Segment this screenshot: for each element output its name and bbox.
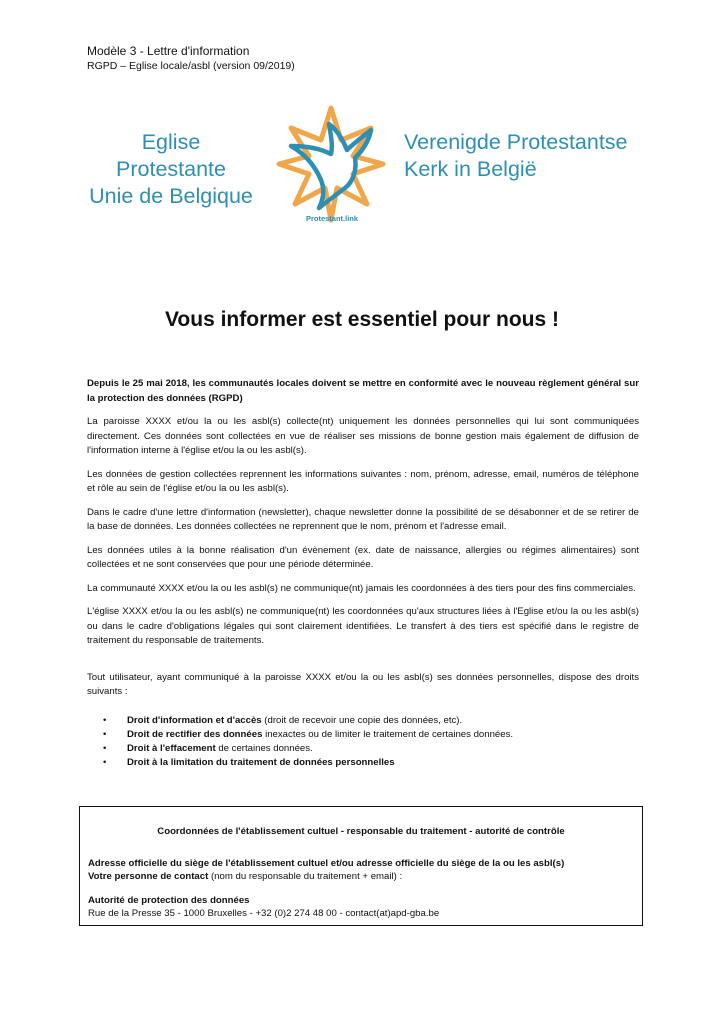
logo-text-dutch bbox=[404, 129, 644, 183]
bullet-icon: • bbox=[103, 728, 107, 740]
authority-title: Autorité de protection des données bbox=[88, 894, 250, 906]
dove-cross-logo-icon bbox=[271, 100, 391, 230]
paragraph-newsletter: Dans le cadre d'une lettre d'information (newsletter), chaque newsletter donne la possibilité de se désabonner et de se retirer de la base de données. Les données collectées ne reprennent que le nom, prénom et l'adresse email. bbox=[87, 506, 639, 532]
authority-address: Rue de la Presse 35 - 1000 Bruxelles - +32 (0)2 274 48 00 - contact(at)apd-gba.be bbox=[88, 908, 440, 919]
contact-box-title: Coordonnées de l'établissement cultuel - responsable du traitement - autorité de contrôle bbox=[157, 826, 565, 837]
logo-french-line1: Eglise Protestante bbox=[116, 130, 226, 181]
list-item bbox=[103, 714, 639, 728]
paragraph-rights-intro: Tout utilisateur, ayant communiqué à la paroisse XXXX et/ou la ou les asbl(s) ses données personnelles, dispose des droits suivants : bbox=[87, 671, 639, 697]
logo-text-french bbox=[84, 129, 258, 210]
right-title: Droit de rectifier des données bbox=[127, 728, 263, 740]
right-detail: (droit de recevoir une copie des données, etc). bbox=[261, 714, 463, 726]
document-body bbox=[87, 377, 639, 770]
bullet-icon: • bbox=[103, 714, 107, 726]
paragraph-data-types: Les données de gestion collectées reprennent les informations suivantes : nom, prénom, adresse, email, numéros de téléphone et rôle au sein de l'église et/ou la ou les asbl(s). bbox=[87, 468, 639, 494]
official-address-line: Adresse officielle du siège de l'établissement cultuel et/ou adresse officielle du siège de la ou les asbl(s) bbox=[88, 857, 565, 869]
bullet-icon: • bbox=[103, 742, 107, 754]
right-detail: de certaines données. bbox=[215, 742, 313, 754]
bullet-icon: • bbox=[103, 756, 107, 768]
intro-paragraph: Depuis le 25 mai 2018, les communautés locales doivent se mettre en conformité avec le nouveau règlement général sur la protection des données (RGPD) bbox=[87, 378, 639, 404]
page-title: Vous informer est essentiel pour nous ! bbox=[164, 308, 560, 331]
contact-person-line bbox=[88, 870, 634, 884]
logo-dutch-line1: Verenigde Protestantse bbox=[404, 130, 628, 154]
list-item bbox=[103, 756, 639, 770]
right-title: Droit à l'effacement bbox=[127, 742, 216, 754]
logo-dutch-line2: Kerk in België bbox=[404, 157, 537, 181]
right-title: Droit d'information et d'accès bbox=[127, 714, 262, 726]
paragraph-no-commercial: La communauté XXXX et/ou la ou les asbl(s) ne communique(nt) jamais les coordonnées à des tiers pour des fins commerciales. bbox=[87, 582, 636, 594]
header-version-label: RGPD – Eglise locale/asbl (version 09/2019) bbox=[87, 60, 295, 72]
right-title: Droit à la limitation du traitement de données personnelles bbox=[127, 756, 395, 768]
rights-list bbox=[87, 714, 639, 770]
logo-tagline: Protestant.link bbox=[305, 214, 359, 223]
right-detail: inexactes ou de limiter le traitement de certaines données. bbox=[262, 728, 514, 740]
list-item bbox=[103, 742, 639, 756]
spacer bbox=[88, 884, 634, 894]
logo-french-line2: Unie de Belgique bbox=[89, 184, 253, 208]
contact-box bbox=[79, 806, 643, 926]
paragraph-transfers: L'église XXXX et/ou la ou les asbl(s) ne communique(nt) les coordonnées qu'aux structures liées à l'Eglise et/ou la ou les asbl(s) ou dans le cadre d'obligations légales qui sont clairement identifiées. Le transfert à des tiers est spécifié dans le registre de traitement du responsable de traitements. bbox=[87, 606, 639, 646]
contact-person-detail: (nom du responsable du traitement + email) : bbox=[208, 871, 403, 882]
paragraph-collection: La paroisse XXXX et/ou la ou les asbl(s) collecte(nt) uniquement les données personnelles qui lui sont communiquées directement. Ces données sont collectées en vue de réaliser ses missions de bonne gestion mais également de diffusion de l'information interne à l'église et/ou la ou les asbl(s). bbox=[87, 416, 639, 456]
paragraph-events: Les données utiles à la bonne réalisation d'un évènement (ex. date de naissance, allergies ou régimes alimentaires) sont collectées et ne sont conservées que pour une période déterminée. bbox=[87, 544, 639, 570]
header-model-label: Modèle 3 - Lettre d'information bbox=[87, 44, 250, 58]
list-item bbox=[103, 728, 639, 742]
contact-person-label: Votre personne de contact bbox=[88, 871, 209, 882]
